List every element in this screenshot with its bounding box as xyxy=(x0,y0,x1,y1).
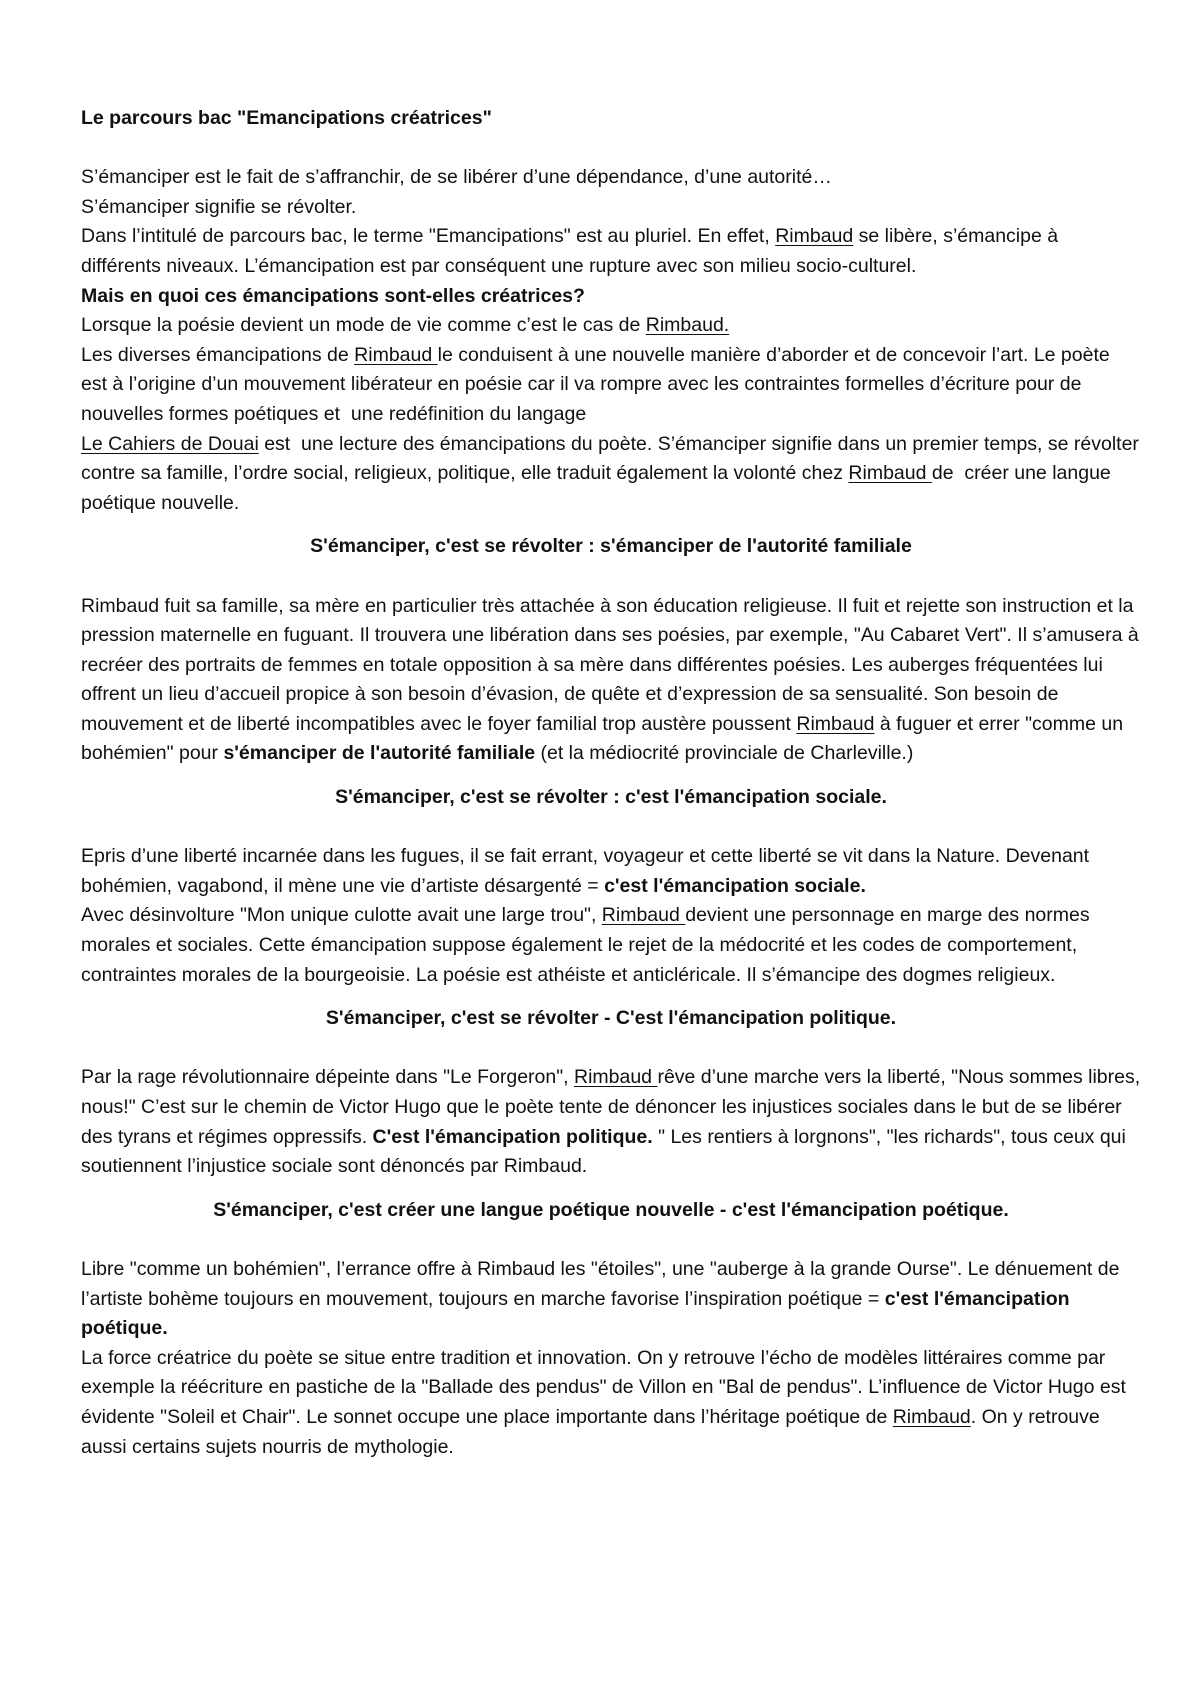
rimbaud-link: Rimbaud xyxy=(775,225,854,248)
spacer xyxy=(81,769,1141,783)
text-run: (et la médiocrité provinciale de Charleville.) xyxy=(535,742,914,765)
spacer xyxy=(81,1034,1141,1064)
text-run: Epris d’une liberté incarnée dans les fugues, il se fait errant, voyageur et cette liberté se vit dans la Nature. Devenant bohémien, vagabond, il mène une vie d’artiste désargenté = xyxy=(81,845,1095,897)
section-heading-family: S'émanciper, c'est se révolter : s'émanciper de l'autorité familiale xyxy=(310,535,912,558)
intro-paragraph-cahiers xyxy=(81,430,1145,519)
section-heading-political: S'émanciper, c'est se révolter - C'est l'émancipation politique. xyxy=(325,1007,897,1030)
cahiers-de-douai-link: Le Cahiers de Douai xyxy=(81,432,259,455)
intro-question: Mais en quoi ces émancipations sont-elles créatrices? xyxy=(81,284,585,307)
emphasis-text: s'émanciper de l'autorité familiale xyxy=(223,742,536,765)
intro-section xyxy=(81,163,1145,518)
text-run: . On y retrouve aussi certains sujets nourris de mythologie. xyxy=(81,1405,1106,1458)
section-heading-social: S'émanciper, c'est se révolter : c'est l'émancipation sociale. xyxy=(335,786,887,809)
text-run: Avec désinvolture "Mon unique culotte avait une large trou", xyxy=(81,904,602,927)
text-run: Les diverses émancipations de xyxy=(81,343,355,366)
text-run: Rimbaud fuit sa famille, sa mère en particulier très attachée à son éducation religieuse. Il fuit et rejette son instruction et la pression maternelle en fuguant. Il trouvera une libération dans ses poésies, par exemple, "Au Cabaret Vert". Il s’amusera à recréer des portraits de femmes en totale opposition à sa mère dans différentes poésies. Les auberges fréquentées lui offrent un lieu d’accueil propice à son besoin d’évasion, de quête et d’expression de sa sensualité. Son besoin de mouvement et de liberté incompatibles avec le foyer familial trop austère poussent xyxy=(81,594,1145,735)
spacer xyxy=(81,1182,1141,1196)
text-run: La force créatrice du poète se situe entre tradition et innovation. On y retrouve l’écho de modèles littéraires comme par exemple la réécriture en pastiche de la "Ballade des pendus" de Villon en "Bal de pendus". L’influence de Victor Hugo est évidente "Soleil et Chair". Le sonnet occupe une place importante dans l’héritage poétique de xyxy=(81,1346,1132,1428)
section-social-paragraph-2 xyxy=(81,901,1141,990)
emphasis-text: c'est l'émancipation poétique. xyxy=(81,1287,1075,1340)
text-run: Lorsque la poésie devient un mode de vie comme c’est le cas de xyxy=(81,314,646,337)
spacer xyxy=(81,990,1141,1004)
section-family-paragraph xyxy=(81,592,1145,770)
rimbaud-link: Rimbaud xyxy=(892,1405,971,1428)
section-poetic-paragraph-1 xyxy=(81,1255,1141,1344)
intro-answer xyxy=(81,311,1141,341)
text-run: Par la rage révolutionnaire dépeinte dans "Le Forgeron", xyxy=(81,1066,574,1089)
spacer xyxy=(81,562,1141,592)
intro-line-1: S’émanciper est le fait de s’affranchir, de se libérer d’une dépendance, d’une autorité… xyxy=(81,166,832,189)
intro-paragraph-art xyxy=(81,341,1141,430)
text-run: est une lecture des émancipations du poète. S’émanciper signifie dans un premier temps, se révolter contre sa famille, l’ordre social, religieux, politique, elle traduit également la volonté chez xyxy=(81,432,1145,485)
text-run: le conduisent à une nouvelle manière d’aborder et de concevoir l’art. Le poète est à l’origine d’un mouvement libérateur en poésie car il va rompre avec les contraintes formelles d’écriture pour de nouvelles formes poétiques et une redéfinition du langage xyxy=(81,343,1116,425)
spacer xyxy=(81,518,1141,532)
text-run: à fuguer et errer "comme un bohémien" pour xyxy=(81,712,1129,765)
emphasis-text: C'est l'émancipation politique. xyxy=(372,1125,653,1148)
rimbaud-link: Rimbaud xyxy=(354,343,438,366)
text-run: se libère, s’émancipe à différents niveaux. L’émancipation est par conséquent une rupture avec son milieu socio-culturel. xyxy=(81,225,1064,277)
text-run: de créer une langue poétique nouvelle. xyxy=(81,462,1117,514)
rimbaud-link: Rimbaud xyxy=(848,462,932,485)
section-political-paragraph xyxy=(81,1063,1146,1181)
rimbaud-link: Rimbaud. xyxy=(645,314,730,337)
section-poetic-paragraph-2 xyxy=(81,1344,1141,1462)
spacer xyxy=(81,1225,1141,1255)
text-run: Dans l’intitulé de parcours bac, le terme "Emancipations" est au pluriel. En effet, xyxy=(81,225,776,248)
rimbaud-link: Rimbaud xyxy=(573,1066,658,1089)
emphasis-text: c'est l'émancipation sociale. xyxy=(604,874,866,897)
text-run: rêve d’une marche vers la liberté, "Nous sommes libres, nous!" C’est sur le chemin de Victor Hugo que le poète tente de dénoncer les injustices sociales dans le but de se libérer des tyrans et régimes oppressifs. xyxy=(81,1066,1146,1148)
intro-line-2: S’émanciper signifie se révolter. xyxy=(81,195,357,218)
text-run: Libre "comme un bohémien", l’errance offre à Rimbaud les "étoiles", une "auberge à la grande Ourse". Le dénuement de l’artiste bohème toujours en mouvement, toujours en marche favorise l’inspiration poétique = xyxy=(81,1257,1125,1310)
rimbaud-link: Rimbaud xyxy=(601,904,686,927)
document-page xyxy=(81,104,1146,1462)
rimbaud-link: Rimbaud xyxy=(796,712,875,735)
text-run: " Les rentiers à lorgnons", "les richards", tous ceux qui soutiennent l’injustice sociale sont dénoncés par Rimbaud. xyxy=(81,1125,1132,1178)
document-title: Le parcours bac "Emancipations créatrices" xyxy=(81,107,492,129)
spacer xyxy=(81,134,1141,164)
section-heading-poetic: S'émanciper, c'est créer une langue poétique nouvelle - c'est l'émancipation poétique. xyxy=(213,1198,1009,1221)
intro-paragraph-plural xyxy=(81,222,1141,281)
spacer xyxy=(81,813,1141,843)
text-run: devient une personnage en marge des normes morales et sociales. Cette émancipation suppose également le rejet de la médocrité et les codes de comportement, contraintes morales de la bourgeoisie. La poésie est athéiste et anticléricale. Il s’émancipe des dogmes religieux. xyxy=(81,904,1096,986)
section-social-paragraph-1 xyxy=(81,842,1141,901)
